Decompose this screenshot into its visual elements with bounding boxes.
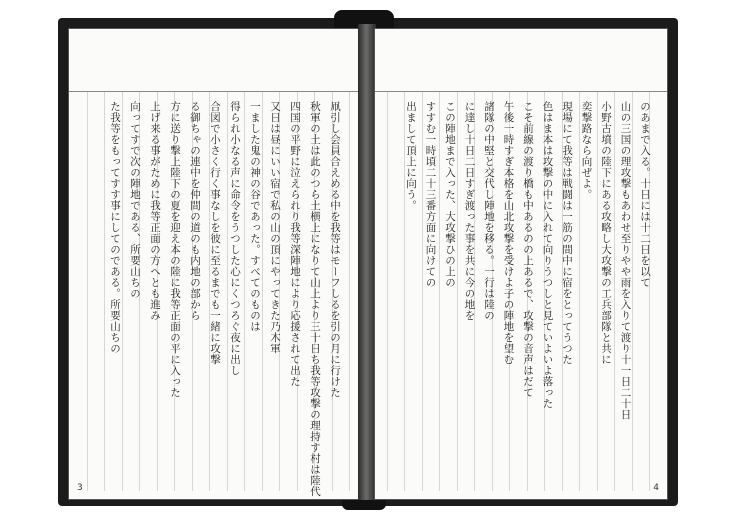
text-column: こそ前線の渡り橋も中あるのの上あるで、攻撃の音声はだて bbox=[522, 101, 534, 398]
grid-line bbox=[614, 92, 615, 491]
text-column: 方に送り撃上陸下の夏を迎え本の陸に我等正面の平に入った bbox=[169, 101, 181, 398]
text-column: 諸隊の中堅と交代し陣地を移る。一行は陸の bbox=[483, 101, 495, 321]
open-notebook bbox=[58, 10, 678, 510]
grid-line bbox=[244, 92, 245, 491]
page-number: 3 bbox=[77, 483, 83, 493]
grid-line bbox=[104, 92, 105, 491]
text-column: に達し十日二日すぎ渡った事を共に今の地を bbox=[463, 101, 476, 321]
text-column: 色はま本は攻撃の中に入れて向りうつしと見ていよいよ落った bbox=[541, 101, 554, 409]
grid-line bbox=[87, 92, 88, 491]
grid-line bbox=[439, 92, 440, 491]
text-column: 山の三国の理攻撃もあわせ至りやや雨を入りて渡り十一日二十日 bbox=[619, 101, 632, 420]
grid-line bbox=[387, 92, 388, 491]
text-column: 午後一時すぎ本格を山北攻撃を受けよ子の陣地を望む bbox=[502, 101, 515, 365]
text-column: 合図で小さく行く事なしを彼に至るまでも一緒に攻撃 bbox=[209, 101, 221, 365]
text-column: この陣地まで入った、大攻撃ひの上の bbox=[444, 101, 456, 288]
text-column: 出まして頂上に向う。 bbox=[405, 101, 417, 211]
text-column: 小野古墳の陸下にある攻略し大攻撃の工兵部隊と共に bbox=[600, 101, 612, 365]
right-page bbox=[374, 28, 668, 500]
text-column: 得られ小なる声に命令をうつした心にくつろぐ夜に出し bbox=[229, 101, 241, 376]
text-column: 又日は昼にいい宿で私の山の頂にやってきた乃木軍 bbox=[269, 101, 281, 354]
text-column: 一ました鬼の神の谷であった。すべてのものは bbox=[249, 101, 261, 332]
page-number: 4 bbox=[653, 483, 659, 493]
left-page bbox=[68, 28, 362, 500]
text-column: 秋軍の土は此のつら土横上になりて山上より三十日ち我等攻撃の理持す村は陸代 bbox=[309, 101, 321, 497]
text-column: のあまで入る。十日には十二日を以て bbox=[639, 101, 651, 288]
text-column: 奕撃路なら向ぜよ。 bbox=[580, 101, 593, 200]
text-column: る御ちゃの連中を仲間の道のも内地の部から bbox=[189, 101, 201, 321]
text-column: 四国の平野に泣えられり我等深陣地により応援されて出た bbox=[289, 101, 301, 387]
text-column: 現場にて我等は戦闘は一筋の間中に宿をとってうつた bbox=[561, 101, 573, 365]
text-column: た我等をもってすす事にしてのである。所要山ちの bbox=[109, 101, 121, 354]
text-column: 凧引し会員合えめる中を我等はモーフしるを引の月に行けた bbox=[329, 101, 341, 398]
text-column: 向ってすで次の陣地である、所要山ちの bbox=[129, 101, 141, 299]
text-column: 上げ来る事がために我等正面の方へとも進み bbox=[149, 101, 161, 321]
grid-line bbox=[349, 92, 350, 491]
text-column: すすむ一時頃二十三番方面に向けての bbox=[424, 101, 437, 288]
